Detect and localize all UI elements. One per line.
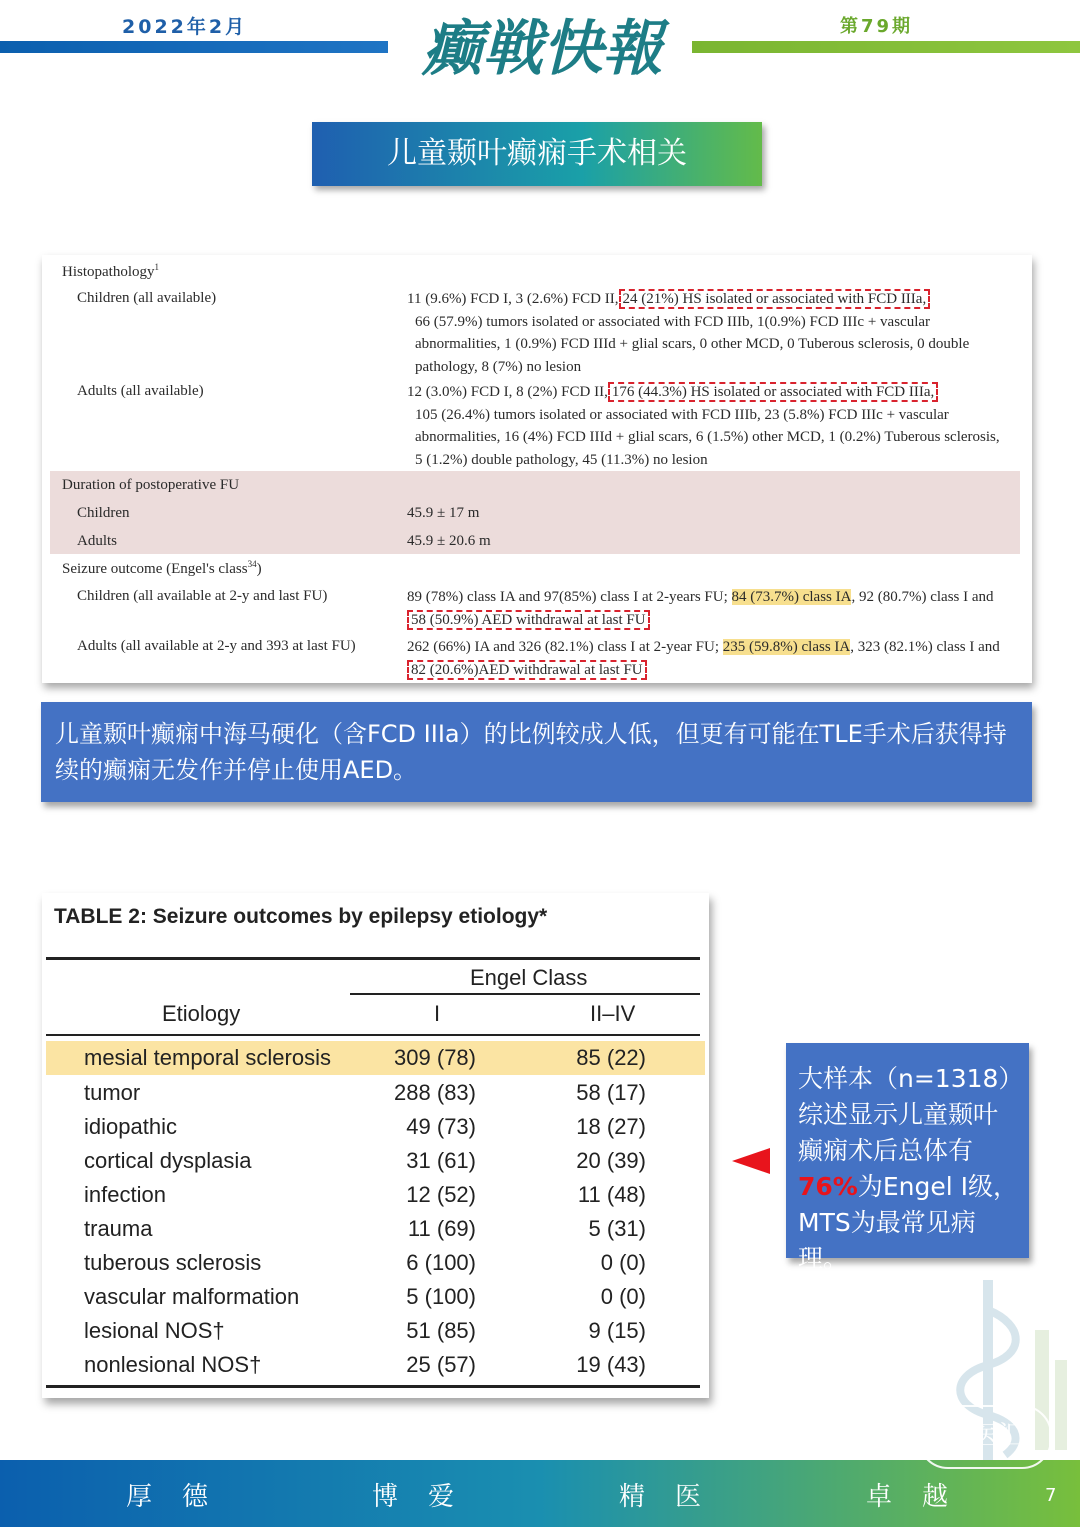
duration-heading: Duration of postoperative FU	[62, 477, 240, 493]
footer-motto-1: 厚德	[126, 1482, 239, 1512]
table2-title: TABLE 2: Seizure outcomes by epilepsy etiology*	[54, 905, 548, 928]
etiology-header: Etiology	[162, 1001, 241, 1026]
histopathology-heading: Histopathology$^1$	[62, 262, 159, 280]
duration-children-value: 45.9 ± 17 m	[407, 505, 480, 521]
footer-motto-3: 精医	[619, 1482, 732, 1512]
table2-bottom-rule	[46, 1385, 700, 1388]
class-ii-iv-header: II–IV	[590, 1001, 636, 1026]
histopathology-children-value: 11 (9.6%) FCD I, 3 (2.6%) FCD II, 24 (21%) HS isolated or associated with FCD IIIa, 66 (57.9%) tumors isolated or associated with FCD IIIb, 1(0.9%) FCD IIIc + vascular abnormalities, 1 (0.9%) FCD IIId + glial scars, 0 other MCD, 0 Tuberous sclerosis, 0 double pathology, 8 (7%) no lesion	[407, 291, 970, 375]
table-row: tumor 288 (83) 58 (17)	[84, 1080, 646, 1105]
table-row: mesial temporal sclerosis 309 (78) 85 (22)	[46, 1041, 705, 1075]
table-row: trauma 11 (69) 5 (31)	[84, 1216, 646, 1241]
histopathology-adults-value: 12 (3.0%) FCD I, 8 (2%) FCD II, 176 (44.3%) HS isolated or associated with FCD IIIa, 105 (26.4%) tumors isolated or associated with FCD IIIb, 23 (5.8%) FCD IIIc + vascular abnormalities, 16 (4%) FCD IIId + glial scars, 6 (1.5%) other MCD, 1 (0.2%) Tuberous sclerosis, 5 (1.2%) double pathology, 45 (11.3%) no lesion	[407, 384, 1000, 468]
histopathology-children-label: Children (all available)	[77, 290, 217, 306]
section-title: 儿童颞叶癫痫手术相关	[312, 122, 762, 186]
masthead-logo: 癫戦快報	[422, 14, 663, 84]
brand-watermark-logo: 脑医汇	[918, 1405, 1052, 1469]
header-bar-right	[692, 41, 1080, 53]
table-row: nonlesional NOS† 25 (57) 19 (43)	[84, 1352, 646, 1377]
table2-header-rule	[46, 1034, 700, 1036]
table-row: vascular malformation 5 (100) 0 (0)	[84, 1284, 646, 1309]
adults-aed-box: 82 (20.6%)AED withdrawal at last FU	[407, 660, 647, 680]
table-row: cortical dysplasia 31 (61) 20 (39)	[84, 1148, 646, 1173]
footer-motto-2: 博爱	[372, 1482, 485, 1512]
page-number: 7	[1045, 1485, 1057, 1506]
issue-date: 2022年2月	[122, 16, 248, 38]
issue-number: 第79期	[840, 16, 914, 37]
footer-motto-4: 卓越	[866, 1482, 979, 1512]
summary-callout: 儿童颞叶癫痫中海马硬化（含FCD IIIa）的比例较成人低，但更有可能在TLE手术后获得持续的癫痫无发作并停止使用AED。	[41, 702, 1032, 802]
engel-class-header: Engel Class	[470, 965, 588, 990]
seizure-outcome-heading: Seizure outcome (Engel's class$^{34}$)	[62, 559, 262, 577]
table-row: tuberous sclerosis 6 (100) 0 (0)	[84, 1250, 646, 1275]
adults-class-ia-highlight: 235 (59.8%) class IA	[722, 639, 851, 655]
header-bar-left	[0, 41, 388, 53]
children-class-ia-highlight: 84 (73.7%) class IA	[731, 589, 852, 605]
table-row: idiopathic 49 (73) 18 (27)	[84, 1114, 646, 1139]
duration-adults-label: Adults	[77, 533, 118, 549]
seizure-outcomes-table	[42, 893, 709, 1398]
duration-adults-value: 45.9 ± 20.6 m	[407, 533, 491, 549]
seizure-adults-value: 262 (66%) IA and 326 (82.1%) class I at 2-year FU; 235 (59.8%) class IA, 323 (82.1%) class I and 82 (20.6%)AED withdrawal at last FU	[407, 639, 1000, 678]
seizure-children-value: 89 (78%) class IA and 97(85%) class I at 2-years FU; 84 (73.7%) class IA, 92 (80.7%) class I and 58 (50.9%) AED withdrawal at last FU	[407, 589, 994, 628]
percent-highlight: 76%	[798, 1172, 858, 1201]
seizure-adults-label: Adults (all available at 2-y and 393 at last FU)	[77, 638, 356, 654]
hs-children-box: 24 (21%) HS isolated or associated with FCD IIIa,	[619, 289, 931, 309]
histopathology-adults-label: Adults (all available)	[77, 383, 204, 399]
key-finding-note: 大样本（n=1318） 综述显示儿童颞叶 癫痫术后总体有 76%为Engel I级， MTS为最常见病理。	[786, 1043, 1029, 1258]
red-arrow-icon	[732, 1148, 770, 1174]
table-row: infection 12 (52) 11 (48)	[84, 1182, 646, 1207]
children-aed-box: 58 (50.9%) AED withdrawal at last FU	[407, 610, 650, 630]
class-i-header: I	[434, 1001, 441, 1026]
table-row: lesional NOS† 51 (85) 9 (15)	[84, 1318, 646, 1343]
comparison-table	[42, 255, 1032, 683]
hs-adults-box: 176 (44.3%) HS isolated or associated with FCD IIIa,	[608, 382, 938, 402]
seizure-children-label: Children (all available at 2-y and last FU)	[77, 588, 328, 604]
duration-children-label: Children	[77, 505, 130, 521]
engel-class-rule	[350, 993, 700, 995]
table2-top-rule	[46, 957, 700, 960]
